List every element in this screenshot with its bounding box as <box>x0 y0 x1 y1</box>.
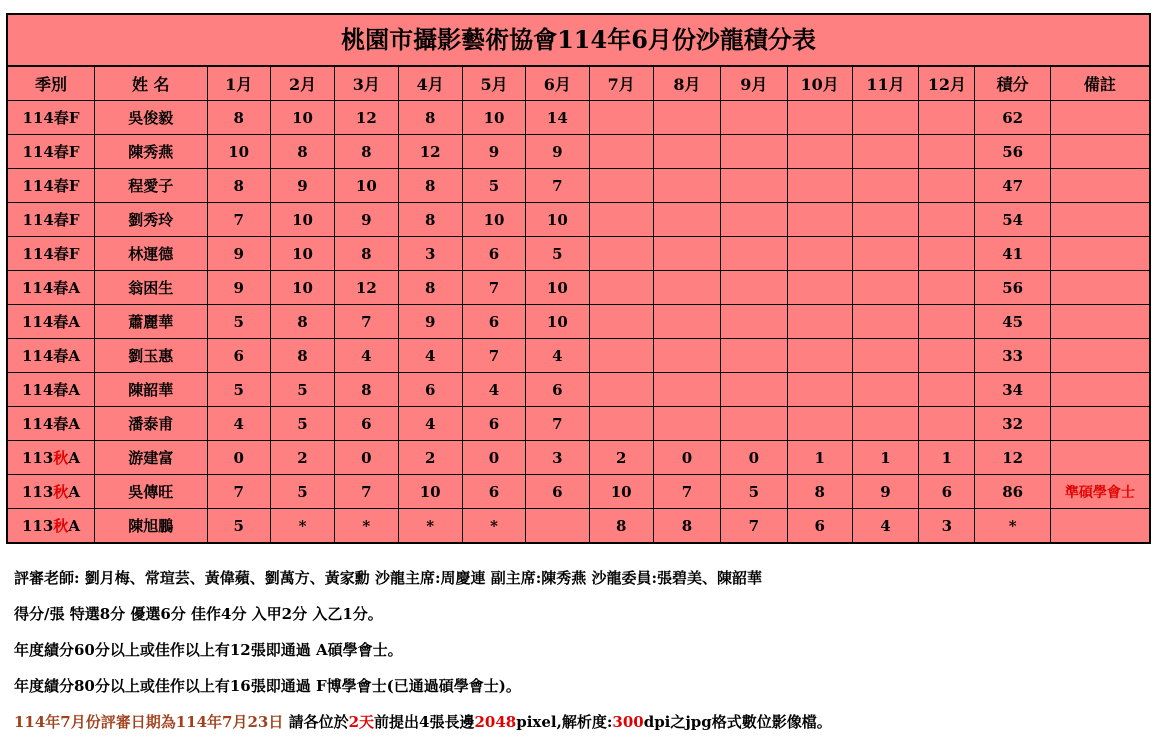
month-7-score <box>589 305 653 339</box>
term-cell <box>8 475 94 509</box>
term-year: 114 <box>22 245 54 263</box>
term-season: 春 <box>53 279 69 297</box>
submission-text-4: dpi之jpg格式數位影像檔。 <box>643 713 832 731</box>
month-1-score: 9 <box>207 237 270 271</box>
term-level: F <box>68 143 80 161</box>
table-row <box>8 135 1149 169</box>
month-12-score <box>919 271 975 305</box>
month-2-score: 8 <box>270 135 334 169</box>
note-cell <box>1050 101 1149 135</box>
month-6-score: 10 <box>526 203 589 237</box>
member-name: 程愛子 <box>94 169 207 203</box>
term-season: 春 <box>53 177 69 195</box>
month-6-score: 4 <box>526 339 589 373</box>
header-month-11: 11月 <box>852 67 918 101</box>
member-name: 陳韶華 <box>94 373 207 407</box>
note-cell <box>1050 509 1149 543</box>
month-8-score <box>653 101 720 135</box>
month-11-score <box>852 305 918 339</box>
term-cell <box>8 203 94 237</box>
month-12-score: 3 <box>919 509 975 543</box>
term-level: A <box>68 347 80 365</box>
header-total: 積分 <box>975 67 1050 101</box>
submission-pixels: 2048 <box>474 713 517 731</box>
header-month-5: 5月 <box>462 67 525 101</box>
month-6-score: 7 <box>526 407 589 441</box>
month-9-score <box>721 237 787 271</box>
month-4-score: 4 <box>398 339 462 373</box>
month-4-score: 9 <box>398 305 462 339</box>
member-name: 吳傳旺 <box>94 475 207 509</box>
header-row <box>8 67 1149 101</box>
term-cell <box>8 169 94 203</box>
month-5-score: * <box>462 509 525 543</box>
term-year: 114 <box>21 313 54 331</box>
month-1-score: 6 <box>207 339 270 373</box>
month-7-score <box>589 101 653 135</box>
month-11-score <box>852 169 918 203</box>
month-8-score <box>653 407 720 441</box>
submission-dpi: 300 <box>612 713 644 731</box>
term-level: A <box>68 415 80 433</box>
month-8-score <box>653 169 720 203</box>
term-year: 114 <box>21 381 54 399</box>
month-10-score <box>787 407 852 441</box>
term-level: A <box>68 483 80 501</box>
month-4-score: 8 <box>398 169 462 203</box>
month-8-score: 8 <box>653 509 720 543</box>
month-3-score: 7 <box>335 475 398 509</box>
month-5-score: 7 <box>462 271 525 305</box>
month-3-score: 8 <box>335 237 398 271</box>
term-year: 113 <box>21 517 54 535</box>
term-cell <box>8 305 94 339</box>
header-name: 姓 名 <box>94 67 207 101</box>
month-5-score: 10 <box>462 203 525 237</box>
header-month-2: 2月 <box>270 67 334 101</box>
month-4-score: 10 <box>398 475 462 509</box>
submission-text-1: 請各位於 <box>283 713 349 731</box>
term-year: 114 <box>22 109 54 127</box>
month-1-score: 9 <box>207 271 270 305</box>
term-season: 秋 <box>53 483 69 501</box>
header-month-8: 8月 <box>653 67 720 101</box>
month-10-score <box>787 271 852 305</box>
term-cell <box>8 135 94 169</box>
term-level: F <box>68 211 80 229</box>
member-name: 劉秀玲 <box>94 203 207 237</box>
footer-rule-a: 年度績分60分以上或佳作以上有12張即通過 A碩學會士。 <box>14 641 403 659</box>
month-3-score: 9 <box>335 203 398 237</box>
month-11-score: 1 <box>852 441 918 475</box>
total-score: 54 <box>975 203 1050 237</box>
term-season: 春 <box>53 245 69 263</box>
month-6-score: 6 <box>526 373 589 407</box>
note-cell <box>1050 441 1149 475</box>
month-6-score: 14 <box>526 101 589 135</box>
month-1-score: 8 <box>207 169 270 203</box>
month-11-score <box>852 407 918 441</box>
month-7-score: 8 <box>589 509 653 543</box>
month-10-score <box>787 169 852 203</box>
table-row <box>8 271 1149 305</box>
month-12-score <box>919 135 975 169</box>
header-month-3: 3月 <box>335 67 398 101</box>
month-10-score: 1 <box>787 441 852 475</box>
month-8-score <box>653 203 720 237</box>
note-cell <box>1050 203 1149 237</box>
note-cell <box>1050 237 1149 271</box>
month-7-score <box>589 135 653 169</box>
month-9-score <box>721 203 787 237</box>
table-row <box>8 373 1149 407</box>
month-9-score: 7 <box>721 509 787 543</box>
month-7-score <box>589 237 653 271</box>
month-9-score <box>721 101 787 135</box>
header-month-9: 9月 <box>721 67 787 101</box>
note-cell <box>1050 169 1149 203</box>
month-9-score <box>721 407 787 441</box>
total-score: 45 <box>975 305 1050 339</box>
month-8-score <box>653 271 720 305</box>
table-row <box>8 509 1149 543</box>
month-1-score: 0 <box>207 441 270 475</box>
submission-text-3: pixel,解析度: <box>516 713 613 731</box>
month-11-score <box>852 373 918 407</box>
month-1-score: 5 <box>207 509 270 543</box>
month-7-score: 10 <box>589 475 653 509</box>
month-7-score <box>589 169 653 203</box>
total-score: 56 <box>975 271 1050 305</box>
member-name: 陳旭鵬 <box>94 509 207 543</box>
month-2-score: 10 <box>270 271 334 305</box>
term-season: 春 <box>53 347 69 365</box>
header-month-6: 6月 <box>526 67 589 101</box>
month-7-score <box>589 203 653 237</box>
month-1-score: 5 <box>207 305 270 339</box>
month-6-score: 10 <box>526 305 589 339</box>
header-term: 季別 <box>8 67 94 101</box>
table-row <box>8 305 1149 339</box>
month-5-score: 10 <box>462 101 525 135</box>
header-month-12: 12月 <box>919 67 975 101</box>
month-12-score <box>919 101 975 135</box>
term-level: F <box>68 109 80 127</box>
month-7-score: 2 <box>589 441 653 475</box>
month-3-score: 6 <box>335 407 398 441</box>
month-6-score: 3 <box>526 441 589 475</box>
month-1-score: 5 <box>207 373 270 407</box>
month-10-score <box>787 237 852 271</box>
term-level: A <box>68 517 80 535</box>
month-4-score: 12 <box>398 135 462 169</box>
total-score: 32 <box>975 407 1050 441</box>
month-3-score: 12 <box>335 271 398 305</box>
month-4-score: 3 <box>398 237 462 271</box>
month-12-score <box>919 305 975 339</box>
month-10-score <box>787 339 852 373</box>
month-6-score: 9 <box>526 135 589 169</box>
term-year: 114 <box>22 143 54 161</box>
note-cell <box>1050 407 1149 441</box>
submission-text-2: 前提出4張長邊 <box>374 713 475 731</box>
month-9-score: 0 <box>721 441 787 475</box>
month-10-score: 8 <box>787 475 852 509</box>
footer-submission <box>14 704 1144 740</box>
month-3-score: 8 <box>335 373 398 407</box>
note-cell: 準碩學會士 <box>1050 475 1149 509</box>
month-12-score: 1 <box>919 441 975 475</box>
month-10-score <box>787 373 852 407</box>
month-9-score <box>721 271 787 305</box>
table-row <box>8 407 1149 441</box>
month-2-score: 10 <box>270 203 334 237</box>
month-2-score: 5 <box>270 475 334 509</box>
member-name: 潘泰甫 <box>94 407 207 441</box>
month-11-score <box>852 203 918 237</box>
total-score: 41 <box>975 237 1050 271</box>
month-8-score: 0 <box>653 441 720 475</box>
month-1-score: 7 <box>207 203 270 237</box>
month-9-score <box>721 169 787 203</box>
month-8-score <box>653 339 720 373</box>
month-7-score <box>589 339 653 373</box>
term-level: A <box>68 313 80 331</box>
table-row <box>8 237 1149 271</box>
month-9-score <box>721 305 787 339</box>
month-11-score: 4 <box>852 509 918 543</box>
month-6-score: 5 <box>526 237 589 271</box>
term-year: 114 <box>22 211 54 229</box>
term-season: 春 <box>53 313 69 331</box>
month-9-score <box>721 373 787 407</box>
note-cell <box>1050 271 1149 305</box>
term-cell <box>8 339 94 373</box>
month-12-score <box>919 203 975 237</box>
month-5-score: 9 <box>462 135 525 169</box>
month-5-score: 6 <box>462 407 525 441</box>
term-year: 114 <box>21 415 54 433</box>
term-season: 春 <box>53 381 69 399</box>
month-7-score <box>589 373 653 407</box>
term-year: 114 <box>21 279 54 297</box>
table-row <box>8 475 1149 509</box>
term-cell <box>8 441 94 475</box>
member-name: 吳俊毅 <box>94 101 207 135</box>
term-year: 113 <box>21 483 54 501</box>
header-note: 備註 <box>1050 67 1149 101</box>
month-3-score: 4 <box>335 339 398 373</box>
month-8-score: 7 <box>653 475 720 509</box>
member-name: 蕭麗華 <box>94 305 207 339</box>
term-level: A <box>68 381 80 399</box>
submission-days: 2天 <box>348 713 375 731</box>
month-2-score: * <box>270 509 334 543</box>
footer-scoring: 得分/張 特選8分 優選6分 佳作4分 入甲2分 入乙1分。 <box>14 605 383 623</box>
month-11-score <box>852 101 918 135</box>
month-3-score: 7 <box>335 305 398 339</box>
member-name: 劉玉惠 <box>94 339 207 373</box>
month-8-score <box>653 135 720 169</box>
month-2-score: 2 <box>270 441 334 475</box>
month-4-score: * <box>398 509 462 543</box>
month-12-score <box>919 407 975 441</box>
month-12-score <box>919 169 975 203</box>
month-1-score: 8 <box>207 101 270 135</box>
month-8-score <box>653 373 720 407</box>
member-name: 翁困生 <box>94 271 207 305</box>
note-cell <box>1050 339 1149 373</box>
term-cell <box>8 271 94 305</box>
month-4-score: 4 <box>398 407 462 441</box>
term-year: 113 <box>21 449 54 467</box>
month-4-score: 2 <box>398 441 462 475</box>
month-11-score <box>852 135 918 169</box>
total-score: 34 <box>975 373 1050 407</box>
total-score: 62 <box>975 101 1050 135</box>
month-5-score: 6 <box>462 305 525 339</box>
footer-rule-f: 年度績分80分以上或佳作以上有16張即通過 F博學會士(已通過碩學會士)。 <box>14 677 521 695</box>
month-3-score: * <box>335 509 398 543</box>
month-3-score: 12 <box>335 101 398 135</box>
month-11-score <box>852 271 918 305</box>
table-row <box>8 169 1149 203</box>
sheet-title: 桃園市攝影藝術協會114年6月份沙龍積分表 <box>8 15 1149 66</box>
month-7-score <box>589 407 653 441</box>
term-season: 秋 <box>53 517 69 535</box>
month-5-score: 4 <box>462 373 525 407</box>
total-score: 12 <box>975 441 1050 475</box>
month-4-score: 6 <box>398 373 462 407</box>
month-9-score <box>721 339 787 373</box>
month-3-score: 8 <box>335 135 398 169</box>
term-cell <box>8 407 94 441</box>
member-name: 游建富 <box>94 441 207 475</box>
month-12-score <box>919 339 975 373</box>
table-row <box>8 441 1149 475</box>
term-season: 春 <box>53 415 69 433</box>
term-level: A <box>68 279 80 297</box>
month-2-score: 5 <box>270 407 334 441</box>
term-cell <box>8 101 94 135</box>
month-10-score: 6 <box>787 509 852 543</box>
total-score: 86 <box>975 475 1050 509</box>
month-5-score: 7 <box>462 339 525 373</box>
month-2-score: 10 <box>270 101 334 135</box>
month-2-score: 5 <box>270 373 334 407</box>
footer-notes <box>14 560 1144 740</box>
judging-date-text: 114年7月份評審日期為114年7月23日 <box>14 713 284 731</box>
total-score: 33 <box>975 339 1050 373</box>
month-10-score <box>787 305 852 339</box>
month-12-score <box>919 373 975 407</box>
note-cell <box>1050 305 1149 339</box>
table-row <box>8 339 1149 373</box>
month-2-score: 10 <box>270 237 334 271</box>
term-year: 114 <box>21 347 54 365</box>
term-season: 春 <box>53 143 69 161</box>
footer-judges: 評審老師: 劉月梅、常瑄芸、黃偉蘋、劉萬方、黃家勳 沙龍主席:周慶連 副主席:陳秀燕 沙龍委員:張碧美、陳韶華 <box>14 569 763 587</box>
term-cell <box>8 509 94 543</box>
month-6-score: 6 <box>526 475 589 509</box>
term-season: 春 <box>53 109 69 127</box>
month-3-score: 10 <box>335 169 398 203</box>
total-score: * <box>975 509 1050 543</box>
month-11-score: 9 <box>852 475 918 509</box>
month-5-score: 5 <box>462 169 525 203</box>
term-level: A <box>68 449 80 467</box>
header-month-10: 10月 <box>787 67 852 101</box>
month-3-score: 0 <box>335 441 398 475</box>
term-cell <box>8 237 94 271</box>
note-cell <box>1050 373 1149 407</box>
term-cell <box>8 373 94 407</box>
month-1-score: 4 <box>207 407 270 441</box>
month-2-score: 8 <box>270 339 334 373</box>
member-name: 陳秀燕 <box>94 135 207 169</box>
month-8-score <box>653 237 720 271</box>
table-row <box>8 203 1149 237</box>
term-level: F <box>68 177 80 195</box>
month-12-score <box>919 237 975 271</box>
month-10-score <box>787 101 852 135</box>
month-4-score: 8 <box>398 101 462 135</box>
month-9-score <box>721 135 787 169</box>
table-row <box>8 101 1149 135</box>
month-4-score: 8 <box>398 203 462 237</box>
member-name: 林運德 <box>94 237 207 271</box>
month-6-score: 10 <box>526 271 589 305</box>
month-1-score: 7 <box>207 475 270 509</box>
month-10-score <box>787 135 852 169</box>
month-8-score <box>653 305 720 339</box>
total-score: 56 <box>975 135 1050 169</box>
score-sheet <box>6 13 1151 544</box>
month-10-score <box>787 203 852 237</box>
month-12-score: 6 <box>919 475 975 509</box>
month-2-score: 9 <box>270 169 334 203</box>
term-season: 春 <box>53 211 69 229</box>
month-5-score: 6 <box>462 475 525 509</box>
note-cell <box>1050 135 1149 169</box>
header-month-4: 4月 <box>398 67 462 101</box>
month-4-score: 8 <box>398 271 462 305</box>
month-6-score: 7 <box>526 169 589 203</box>
score-table <box>8 66 1149 542</box>
header-month-7: 7月 <box>589 67 653 101</box>
term-level: F <box>68 245 80 263</box>
month-9-score: 5 <box>721 475 787 509</box>
month-6-score <box>526 509 589 543</box>
month-5-score: 0 <box>462 441 525 475</box>
term-season: 秋 <box>53 449 69 467</box>
term-year: 114 <box>22 177 54 195</box>
month-7-score <box>589 271 653 305</box>
month-11-score <box>852 339 918 373</box>
month-11-score <box>852 237 918 271</box>
month-5-score: 6 <box>462 237 525 271</box>
month-2-score: 8 <box>270 305 334 339</box>
total-score: 47 <box>975 169 1050 203</box>
month-1-score: 10 <box>207 135 270 169</box>
header-month-1: 1月 <box>207 67 270 101</box>
